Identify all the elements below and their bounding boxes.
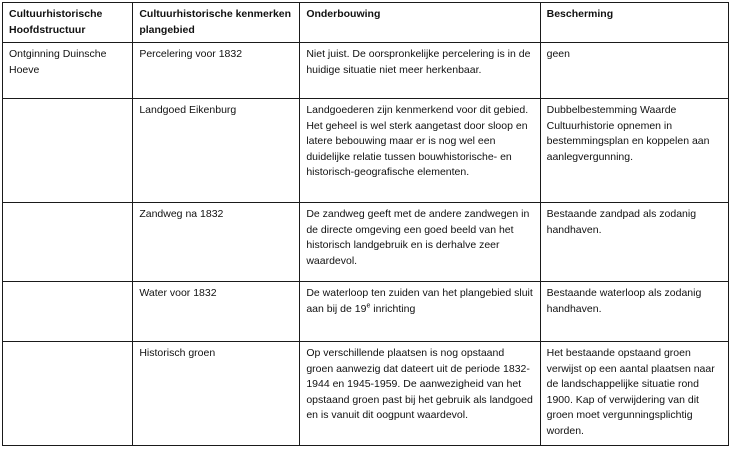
table-row — [3, 203, 729, 282]
cell-rationale: Niet juist. De oorspronkelijke percelering is in de huidige situatie niet meer herkenbaar. — [300, 43, 540, 99]
cell-protection: Het bestaande opstaand groen verwijst op een aantal plaatsen naar de landschappelijke situatie rond 1900. Kap of verwijdering van dit groen moet vergunningsplichtig worden. — [540, 342, 728, 446]
table-header-row — [3, 3, 729, 43]
cell-structure — [3, 282, 133, 342]
table-row — [3, 99, 729, 203]
header-cultural-structure: Cultuurhistorische Hoofdstructuur — [3, 3, 133, 43]
cell-protection: Dubbelbestemming Waarde Cultuurhistorie opnemen in bestemmingsplan en koppelen aan aanlegvergunning. — [540, 99, 728, 203]
rationale-text: De waterloop ten zuiden van het plangebied sluit aan bij de 19 — [306, 287, 533, 315]
cell-structure: Ontginning Duinsche Hoeve — [3, 43, 133, 99]
table-row — [3, 282, 729, 342]
cell-rationale — [300, 282, 540, 342]
header-rationale: Onderbouwing — [300, 3, 540, 43]
cell-feature: Landgoed Eikenburg — [133, 99, 300, 203]
table-row — [3, 342, 729, 446]
cell-structure — [3, 342, 133, 446]
cell-structure — [3, 99, 133, 203]
rationale-text-end: inrichting — [370, 302, 416, 315]
cell-rationale: Op verschillende plaatsen is nog opstaand groen aanwezig dat dateert uit de periode 1832-1944 en 1945-1959. De aanwezigheid van het opstaand groen past bij het gebruik als landgoed en is vanuit dit oogpunt waardevol. — [300, 342, 540, 446]
header-protection: Bescherming — [540, 3, 728, 43]
cell-rationale: De zandweg geeft met de andere zandwegen in de directe omgeving een goed beeld van het historisch landgebruik en is derhalve zeer waardevol. — [300, 203, 540, 282]
cell-protection: Bestaande zandpad als zodanig handhaven. — [540, 203, 728, 282]
cultural-history-table — [2, 2, 729, 446]
header-cultural-features: Cultuurhistorische kenmerken plangebied — [133, 3, 300, 43]
cell-feature: Zandweg na 1832 — [133, 203, 300, 282]
cell-rationale: Landgoederen zijn kenmerkend voor dit gebied. Het geheel is wel sterk aangetast door sloop en latere bebouwing maar er is nog wel een duidelijke relatie tussen bouwhistorische- en historisch-geografische elementen. — [300, 99, 540, 203]
rationale-superscript: e — [366, 302, 371, 309]
cell-structure — [3, 203, 133, 282]
cell-feature: Percelering voor 1832 — [133, 43, 300, 99]
cell-feature: Water voor 1832 — [133, 282, 300, 342]
table-row — [3, 43, 729, 99]
cell-feature: Historisch groen — [133, 342, 300, 446]
cell-protection: geen — [540, 43, 728, 99]
cell-protection: Bestaande waterloop als zodanig handhaven. — [540, 282, 728, 342]
